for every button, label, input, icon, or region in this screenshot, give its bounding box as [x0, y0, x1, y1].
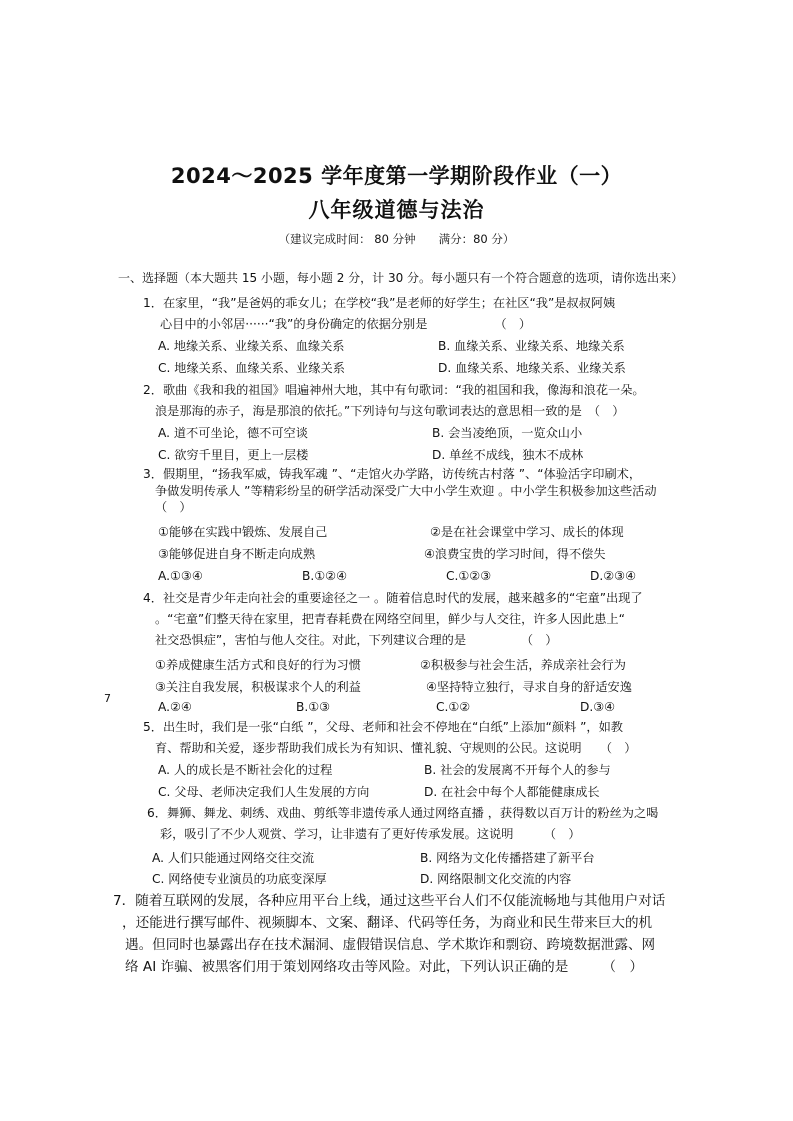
- q3-statement-2: ②是在社会课堂中学习、成长的体现: [430, 525, 624, 539]
- q3-statement-3: ③能够促进自身不断走向成熟: [158, 547, 316, 561]
- q5-stem-line2: 育、帮助和关爱，逐步帮助我们成长为有知识、懂礼貌、守规则的公民。这说明 （ ）: [155, 741, 637, 755]
- q6-stem-line2: 彩，吸引了不少人观赏、学习，让非遗有了更好传承发展。这说明 （ ）: [160, 827, 581, 841]
- q5-option-b[interactable]: B. 社会的发展离不开每个人的参与: [424, 763, 611, 777]
- q7-stem-line1: 7．随着互联网的发展，各种应用平台上线，通过这些平台人们不仅能流畅地与其他用户对话: [113, 893, 666, 909]
- q6-option-c[interactable]: C. 网络使专业演员的功底变深厚: [152, 872, 327, 886]
- q4-stem-line2: 。“宅童”们整天待在家里，把青春耗费在网络空间里，鲜少与人交往，许多人因此患上“: [155, 612, 625, 626]
- q3-option-a[interactable]: A.①③④: [158, 569, 203, 583]
- q3-option-d[interactable]: D.②③④: [590, 569, 637, 583]
- section-heading: 一、选择题（本大题共 15 小题，每小题 2 分，计 30 分。每小题只有一个符合题意的选项，请你选出来）: [118, 271, 684, 285]
- q4-option-a[interactable]: A.②④: [158, 700, 192, 714]
- q7-stem-line3: 遇。但同时也暴露出存在技术漏洞、虚假错误信息、学术欺诈和剽窃、跨境数据泄露、网: [125, 937, 656, 953]
- q4-statement-2: ②积极参与社会生活，养成亲社会行为: [420, 658, 626, 672]
- q3-stem-line2: 争做发明传承人 ”等精彩纷呈的研学活动深受广大中小学生欢迎 。中小学生积极参加这些活动: [155, 484, 657, 498]
- q1-stem-line1: 1．在家里，“我”是爸妈的乖女儿；在学校“我”是老师的好学生；在社区“我”是叔叔阿姨: [143, 296, 616, 310]
- q4-statement-3: ③关注自我发展，积极谋求个人的利益: [155, 680, 361, 694]
- q4-stem-line3: 社交恐惧症”，害怕与他人交往。对此，下列建议合理的是 （ ）: [155, 633, 558, 647]
- q1-option-b[interactable]: B. 血缘关系、业缘关系、地缘关系: [438, 339, 625, 353]
- q1-option-d[interactable]: D. 血缘关系、地缘关系、业缘关系: [438, 361, 626, 375]
- q4-option-b[interactable]: B.①③: [296, 700, 331, 714]
- q7-stem-line4: 络 AI 诈骗、被黑客们用于策划网络攻击等风险。对此，下列认识正确的是 （ ）: [125, 959, 644, 975]
- q1-option-c[interactable]: C. 地缘关系、血缘关系、业缘关系: [158, 361, 345, 375]
- page-title: 2024～2025 学年度第一学期阶段作业（一）: [170, 164, 623, 188]
- q4-statement-4: ④坚持特立独行，寻求自身的舒适安逸: [426, 680, 632, 694]
- q4-option-d[interactable]: D.③④: [580, 700, 616, 714]
- q6-option-d[interactable]: D. 网络限制文化交流的内容: [420, 872, 572, 886]
- q2-option-b[interactable]: B. 会当凌绝顶，一览众山小: [432, 426, 583, 440]
- q5-option-d[interactable]: D. 在社会中每个人都能健康成长: [424, 785, 600, 799]
- q4-statement-1: ①养成健康生活方式和良好的行为习惯: [155, 658, 361, 672]
- q3-stem-line1: 3．假期里，“扬我军威，铸我军魂 ”、“走馆火办学路，访传统古村落 ”、“体验活字印刷术，: [143, 467, 642, 481]
- q6-option-a[interactable]: A. 人们只能通过网络交往交流: [152, 851, 315, 865]
- q5-option-c[interactable]: C. 父母、老师决定我们人生发展的方向: [158, 785, 370, 799]
- q5-stem-line1: 5．出生时，我们是一张“白纸 ”，父母、老师和社会不停地在“白纸”上添加“颜料 ”，如教: [143, 720, 623, 734]
- q7-stem-line2: ，还能进行撰写邮件、视频脚本、文案、翻译、代码等任务，为商业和民生带来巨大的机: [122, 915, 653, 931]
- q2-option-a[interactable]: A. 道不可坐论，德不可空谈: [158, 426, 308, 440]
- q2-stem-line2: 浪是那海的赤子，海是那浪的依托。”下列诗句与这句歌词表达的意思相一致的是 （ ）: [155, 404, 625, 418]
- page-subtitle: 八年级道德与法治: [308, 198, 485, 222]
- page-mark: 7: [104, 692, 111, 705]
- q6-option-b[interactable]: B. 网络为文化传播搭建了新平台: [420, 851, 595, 865]
- q3-statement-1: ①能够在实践中锻炼、发展自己: [158, 525, 328, 539]
- q5-option-a[interactable]: A. 人的成长是不断社会化的过程: [158, 763, 333, 777]
- q4-option-c[interactable]: C.①②: [436, 700, 471, 714]
- q2-stem-line1: 2．歌曲《我和我的祖国》唱遍神州大地，其中有句歌词：“我的祖国和我，像海和浪花一朵。: [143, 383, 645, 397]
- q3-stem-line3: （ ）: [155, 500, 192, 514]
- q4-stem-line1: 4．社交是青少年走向社会的重要途径之一 。随着信息时代的发展，越来越多的“宅童”出现了: [143, 591, 643, 605]
- exam-info: （建议完成时间： 80 分钟 满分：80 分）: [278, 232, 515, 246]
- q2-option-d[interactable]: D. 单丝不成线，独木不成林: [432, 448, 584, 462]
- q3-statement-4: ④浪费宝贵的学习时间，得不偿失: [424, 547, 606, 561]
- q3-option-c[interactable]: C.①②③: [446, 569, 492, 583]
- q1-stem-line2: 心目中的小邻居······“我”的身份确定的依据分别是 （ ）: [160, 317, 532, 331]
- q2-option-c[interactable]: C. 欲穷千里目，更上一层楼: [158, 448, 309, 462]
- q1-option-a[interactable]: A. 地缘关系、业缘关系、血缘关系: [158, 339, 345, 353]
- q3-option-b[interactable]: B.①②④: [302, 569, 348, 583]
- q6-stem-line1: 6．舞狮、舞龙、刺绣、戏曲、剪纸等非遗传承人通过网络直播 ，获得数以百万计的粉丝为之喝: [147, 806, 659, 820]
